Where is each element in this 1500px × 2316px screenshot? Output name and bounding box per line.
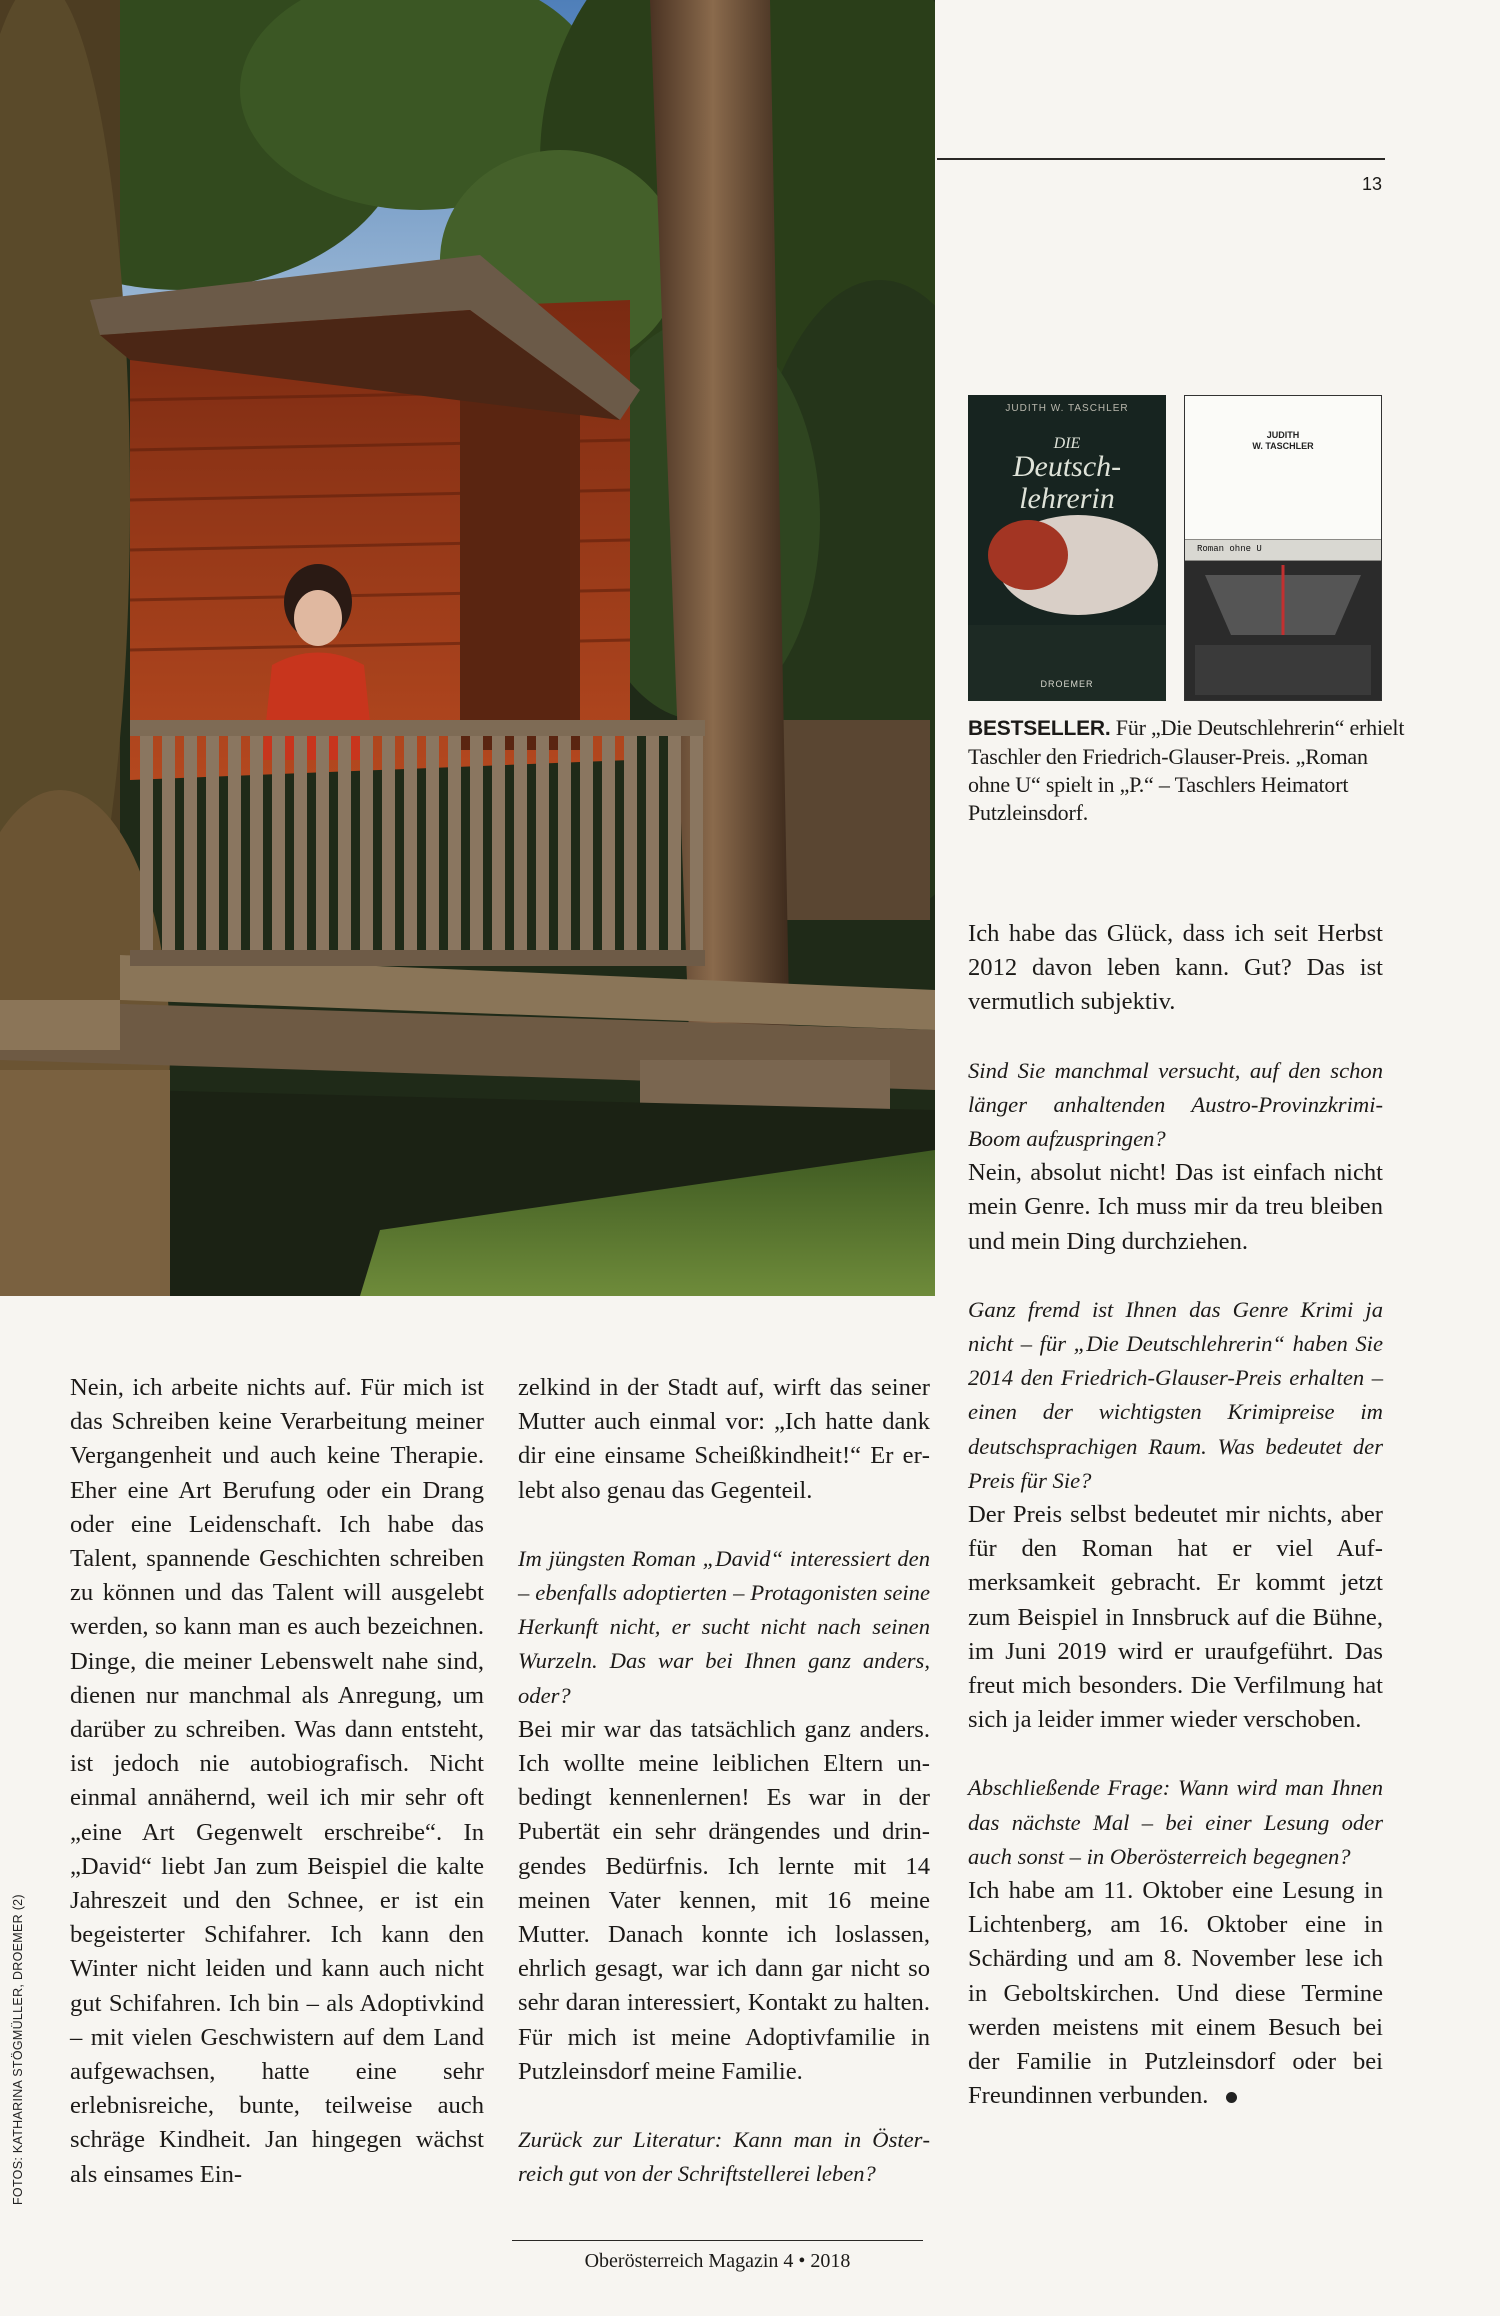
qa-block bbox=[968, 1293, 1383, 1738]
answer: Der Preis selbst bedeutet mir nichts, aber für den Roman hat er viel Aufmerksamkeit gebracht. Er kommt jetzt zum Beispiel in Innsbruck auf die Bühne, im Juni 2019 wird er uraufgeführt. Das freut mich besonders. Die Verfilmung hat sich ja leider immer wieder verschoben. bbox=[968, 1501, 1383, 1734]
railing-slat bbox=[580, 736, 593, 950]
railing-slat bbox=[536, 736, 549, 950]
cover-author-line2: W. TASCHLER bbox=[1252, 441, 1314, 451]
railing-slat bbox=[338, 736, 351, 950]
answer: Bei mir war das tatsächlich ganz anders. Ich wollte meine leiblichen Eltern unbedingt kennenlernen! Es war in der Pubertät ein sehr drängendes und dringendes Bedürfnis. Ich lernte mit 14 meinen Vater kennen, mit 16 meine Mutter. Danach konnte ich loslassen, ehrlich gesagt, war ich dann gar nicht so sehr daran interessiert, Kontakt zu halten. Für mich ist meine Adoptivfamilie in Putzleinsdorf meine Familie. bbox=[518, 1715, 930, 2085]
cover-title: Roman ohne U bbox=[1197, 544, 1262, 554]
top-rule bbox=[937, 158, 1385, 160]
cover-author: JUDITH W. TASCHLER bbox=[1005, 403, 1129, 414]
photo-caption bbox=[968, 714, 1408, 827]
article-column-right bbox=[968, 917, 1383, 2114]
cover-paper-strip bbox=[1185, 539, 1381, 561]
railing-slat bbox=[668, 736, 681, 950]
cover-title bbox=[968, 437, 1166, 515]
caption-lead: BESTSELLER. bbox=[968, 717, 1111, 740]
answer: Ich habe am 11. Oktober eine Lesung in Lichtenberg, am 16. Oktober eine in Schärding und am 8. November lese ich in Geboltskirchen. Und diese Termine werden meistens mit einem Besuch bei der Familie in Putzleinsdorf oder bei Freundinnen verbunden. bbox=[968, 1877, 1383, 2110]
railing-slat bbox=[360, 736, 373, 950]
railing-slat bbox=[250, 736, 263, 950]
railing-slat bbox=[382, 736, 395, 950]
railing-slat bbox=[316, 736, 329, 950]
railing-slat bbox=[140, 736, 153, 950]
railing-slat bbox=[690, 736, 703, 950]
question: Abschließende Frage: Wann wird man Ihnen das nächste Mal – bei einer Lesung oder auch sonst – in Oberösterreich begegnen? bbox=[968, 1775, 1383, 1869]
article-column-a bbox=[70, 1371, 484, 2192]
footer-rule bbox=[512, 2240, 923, 2241]
railing-slat bbox=[558, 736, 571, 950]
book-cover-roman-ohne-u bbox=[1184, 395, 1382, 701]
page-number: 13 bbox=[1362, 174, 1383, 194]
answer: Nein, absolut nicht! Das ist einfach nicht mein Genre. Ich muss mir da treu bleiben und mein Ding durchziehen. bbox=[968, 1159, 1383, 1255]
railing-slat bbox=[206, 736, 219, 950]
railing-slat bbox=[426, 736, 439, 950]
railing-slat bbox=[272, 736, 285, 950]
typewriter-illustration bbox=[1185, 555, 1381, 700]
question: Im jüngsten Roman „David“ interessiert den – ebenfalls adoptierten – Protagonisten seine Herkunft nicht, er sucht nicht nach seinen Wurzeln. Das war bei Ihnen ganz anders, oder? bbox=[518, 1545, 930, 1708]
cover-publisher: DROEMER bbox=[1040, 679, 1094, 689]
railing-slat bbox=[448, 736, 461, 950]
railing-slat bbox=[646, 736, 659, 950]
book-cover-deutschlehrerin bbox=[968, 395, 1166, 701]
answer-paragraph: Nein, ich arbeite nichts auf. Für mich ist das Schreiben keine Verarbeitung meiner Vergangenheit und auch keine Therapie. Eher eine Art Berufung oder ein Drang oder eine Leidenschaft. Ich habe das Talent, spannende Geschichten schreiben zu können und das Talent will ausgelebt werden, so kann man es auch bezeichnen. Dinge, die meiner Lebenswelt nahe sind, dienen nur manchmal als Anregung, um darüber zu schreiben. Was dann entsteht, ist jedoch nie autobiografisch. Nicht einmal annähernd, weil ich mir sehr oft „eine Art Gegenwelt erschreibe“. In „David“ liebt Jan zum Beispiel die kalte Jahreszeit und den Schnee, er ist ein begeisterter Schifahrer. Ich kann den Winter nicht leiden und kann auch nicht gut Schifahren. Ich bin – als Adoptivkind – mit vielen Geschwistern auf dem Land aufgewachsen, hatte eine sehr erlebnisreiche, bunte, teilweise auch schräge Kindheit. Jan hingegen wächst als einsames Ein- bbox=[70, 1374, 484, 2188]
railing-slat bbox=[602, 736, 615, 950]
cover-title-line1: Deutsch- bbox=[1012, 450, 1122, 483]
railing-slat bbox=[492, 736, 505, 950]
photo-credit: FOTOS: KATHARINA STÖGMÜLLER, DROEMER (2) bbox=[11, 1894, 25, 2205]
caption-text: Für „Die Deutschlehrerin“ erhielt Taschler den Friedrich-Glauser-Preis. „Roman ohne U“ spielt in „P.“ – Taschlers Heimatort Putzleinsdorf. bbox=[968, 715, 1405, 825]
qa-block bbox=[968, 1054, 1383, 1259]
question: Sind Sie manchmal versucht, auf den schon länger anhaltenden Austro-Provinzkrimi-Boom aufzuspringen? bbox=[968, 1057, 1383, 1152]
answer-paragraph: zelkind in der Stadt auf, wirft das seiner Mutter auch einmal vor: „Ich hatte dank dir eine einsame Scheißkindheit!“ Er erlebt also genau das Gegenteil. bbox=[518, 1374, 930, 1504]
cover-author bbox=[1185, 430, 1381, 452]
railing-slat bbox=[294, 736, 307, 950]
railing-slat bbox=[514, 736, 527, 950]
question: Ganz fremd ist Ihnen das Genre Krimi ja nicht – für „Die Deutschlehrerin“ haben Sie 2014 den Friedrich-Glauser-Preis erhalten – einen der wichtigsten Krimipreise im deutschsprachigen Raum. Was bedeutet der Preis für Sie? bbox=[968, 1296, 1383, 1493]
cover-title-line2: lehrerin bbox=[1019, 482, 1115, 515]
article-column-b bbox=[518, 1371, 930, 2191]
railing-slat bbox=[404, 736, 417, 950]
railing-slat bbox=[184, 736, 197, 950]
railing-slat bbox=[624, 736, 637, 950]
railing-slat bbox=[162, 736, 175, 950]
answer-paragraph: Ich habe das Glück, dass ich seit Herbst 2012 davon leben kann. Gut? Das ist vermutlich subjektiv. bbox=[968, 920, 1383, 1016]
qa-block bbox=[518, 2123, 930, 2191]
treehouse-photo bbox=[0, 0, 935, 1296]
railing-slat bbox=[470, 736, 483, 950]
qa-block bbox=[518, 1542, 930, 2089]
end-mark-icon bbox=[1226, 2092, 1237, 2103]
qa-block bbox=[968, 1771, 1383, 2113]
cover-title-small: DIE bbox=[1053, 435, 1081, 452]
cover-author-line1: JUDITH bbox=[1266, 430, 1300, 440]
railing-slat bbox=[228, 736, 241, 950]
footer-magazine-issue: Oberösterreich Magazin 4 • 2018 bbox=[584, 2250, 851, 2272]
question: Zurück zur Literatur: Kann man in Österreich gut von der Schriftstellerei leben? bbox=[518, 2127, 930, 2187]
